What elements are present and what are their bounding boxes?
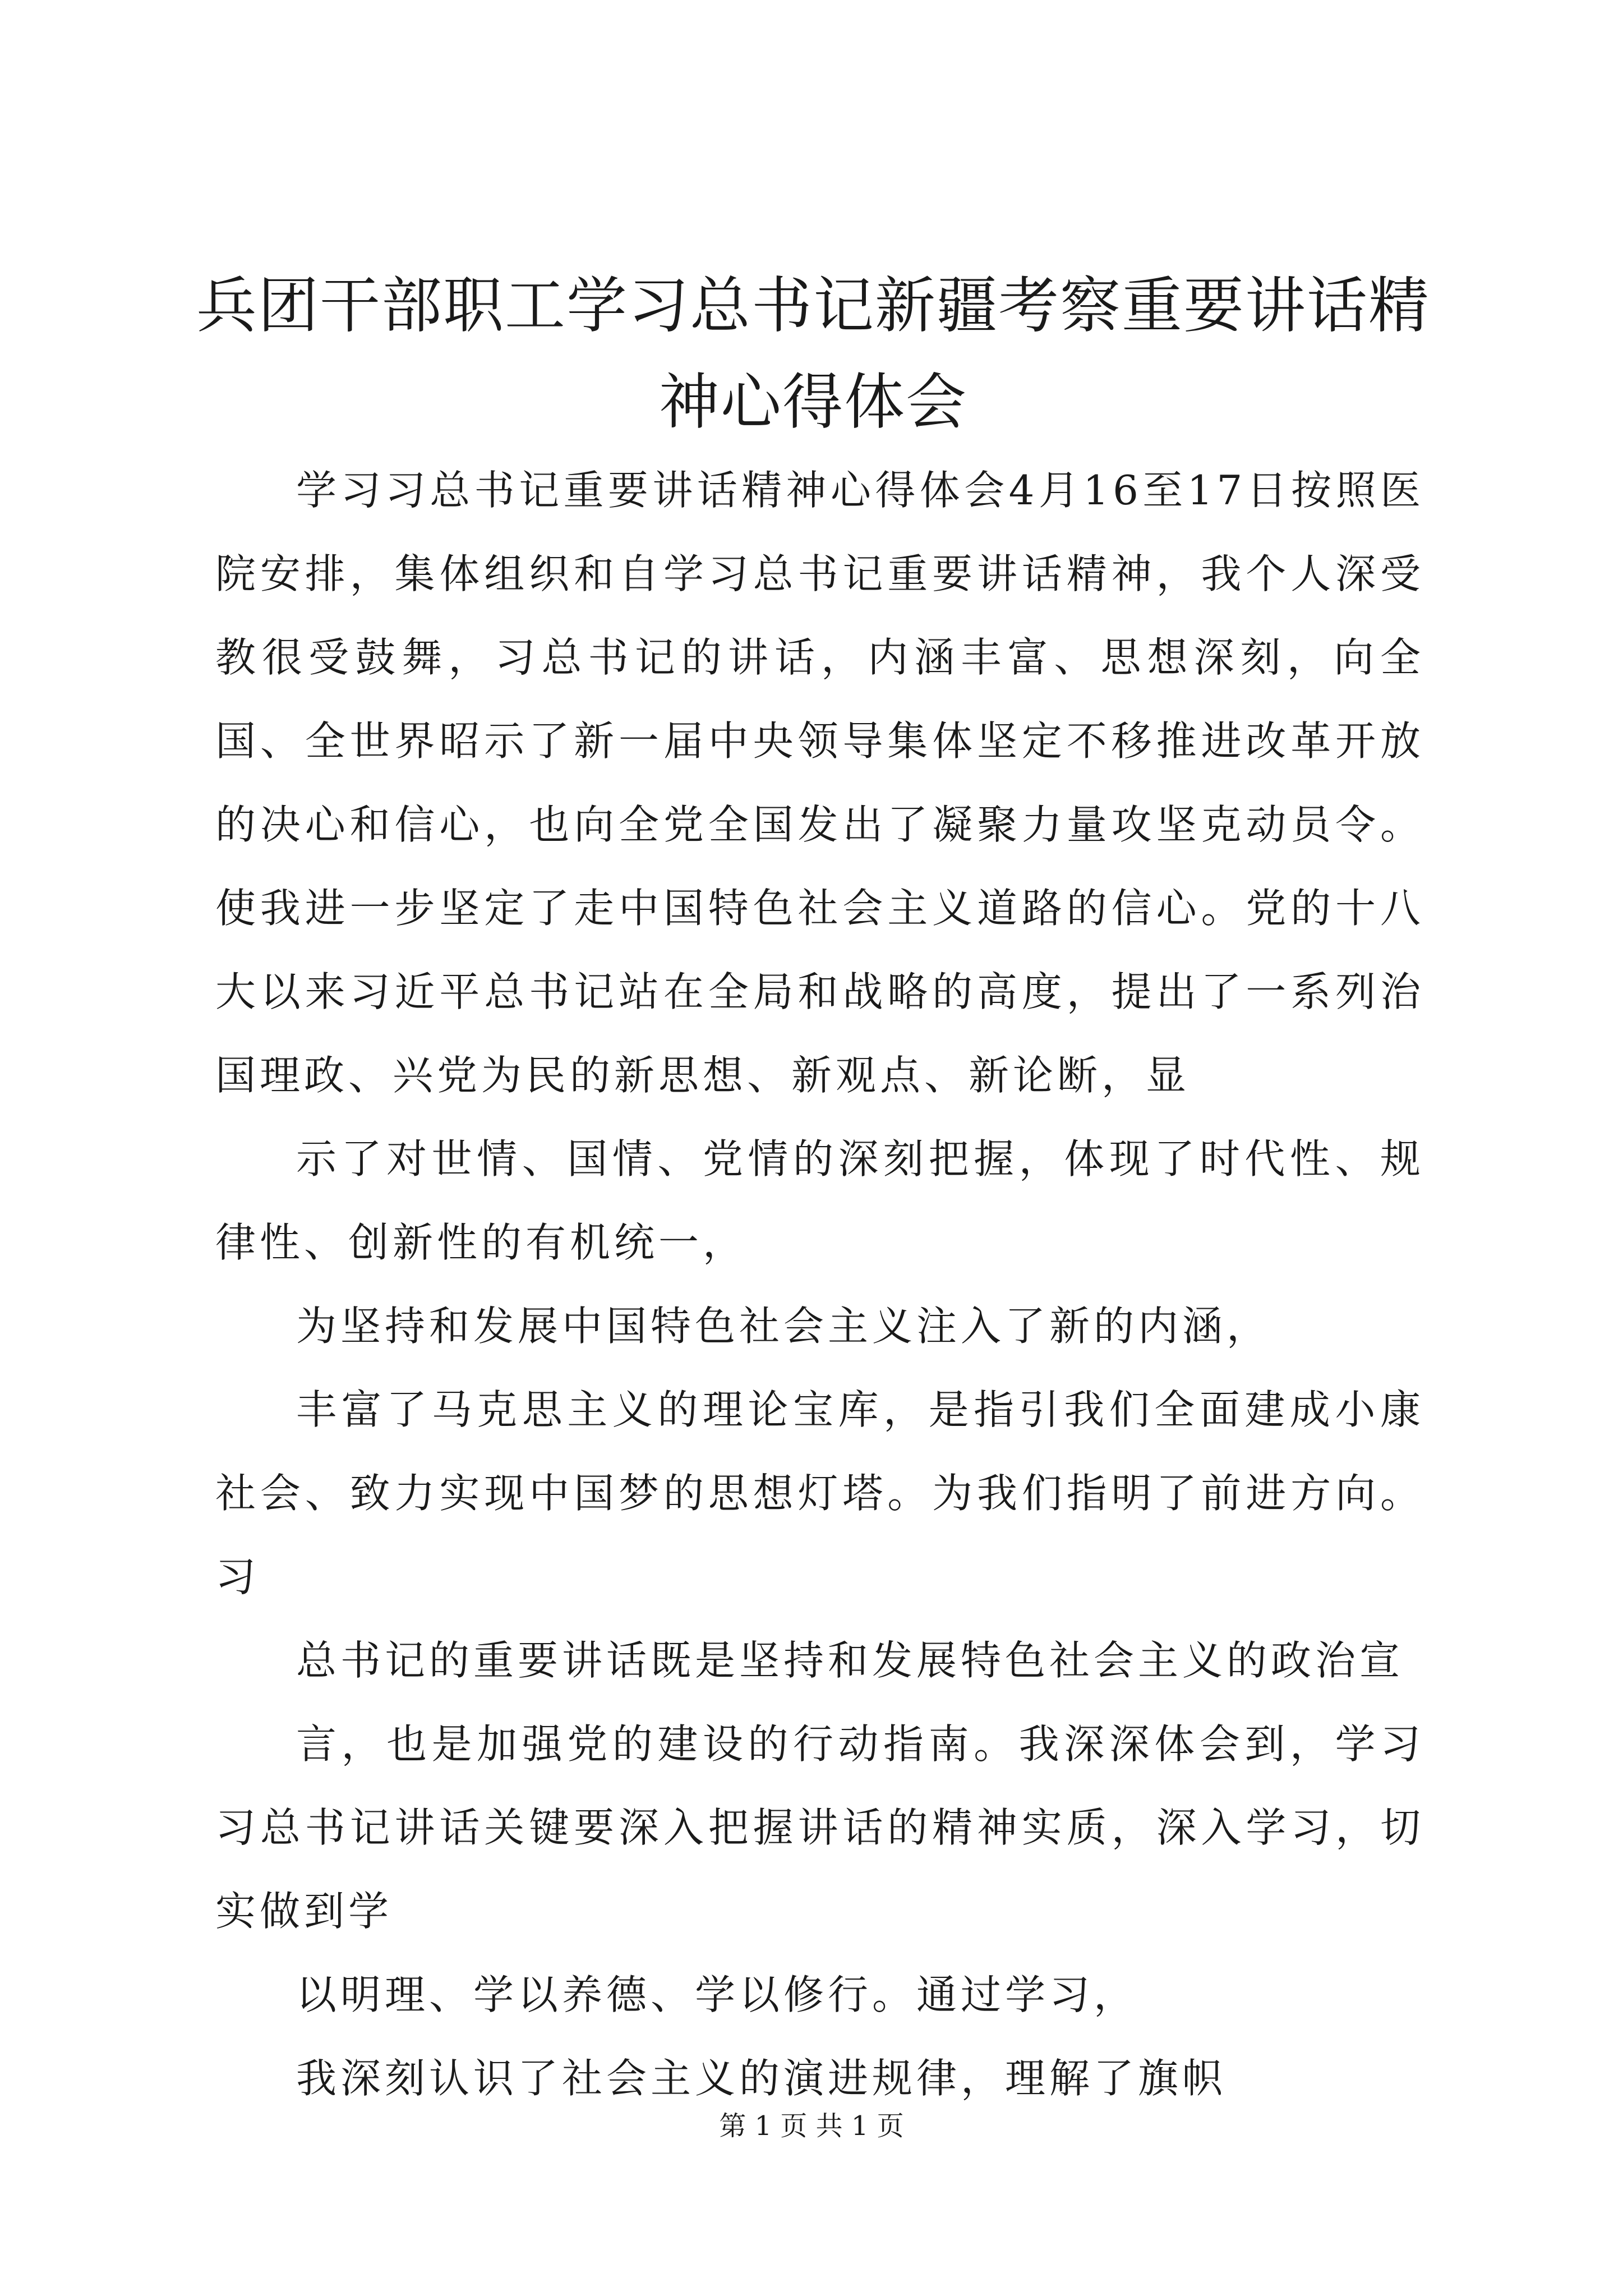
paragraph: 我深刻认识了社会主义的演进规律，理解了旗帜 (296, 2055, 1227, 2102)
paragraph: 言，也是加强党的建设的行动指南。我深深体会到，学习习总书记讲话关键要深入把握讲话的精神实质，深入学习，切实做到学 (215, 1720, 1424, 1935)
paragraph: 为坚持和发展中国特色社会主义注入了新的内涵， (296, 1303, 1271, 1350)
paragraph: 学习习总书记重要讲话精神心得体会4月16至17日按照医院安排，集体组织和自学习总书记重要讲话精神，我个人深受教很受鼓舞，习总书记的讲话，内涵丰富、思想深刻，向全国、全世界昭示了新一届中央领导集体坚定不移推进改革开放的决心和信心，也向全党全国发出了凝聚力量攻坚克动员令。使我进一步坚定了走中国特色社会主义道路的信心。党的十八大以来习近平总书记站在全局和战略的高度，提出了一系列治国理政、兴党为民的新思想、新观点、新论断，显 (215, 467, 1424, 1099)
document-title: 兵团干部职工学习总书记新疆考察重要讲话精神心得体会 (196, 271, 1430, 438)
page-footer: 第 1 页 共 1 页 (719, 2110, 904, 2142)
paragraph: 丰富了马克思主义的理论宝库，是指引我们全面建成小康社会、致力实现中国梦的思想灯塔。为我们指明了前进方向。习 (215, 1386, 1424, 1600)
paragraph: 总书记的重要讲话既是坚持和发展特色社会主义的政治宣 (296, 1637, 1404, 1684)
paragraph: 示了对世情、国情、党情的深刻把握，体现了时代性、规律性、创新性的有机统一， (215, 1135, 1424, 1266)
document-body (215, 449, 1424, 2120)
paragraph: 以明理、学以养德、学以修行。通过学习， (296, 1971, 1138, 2018)
